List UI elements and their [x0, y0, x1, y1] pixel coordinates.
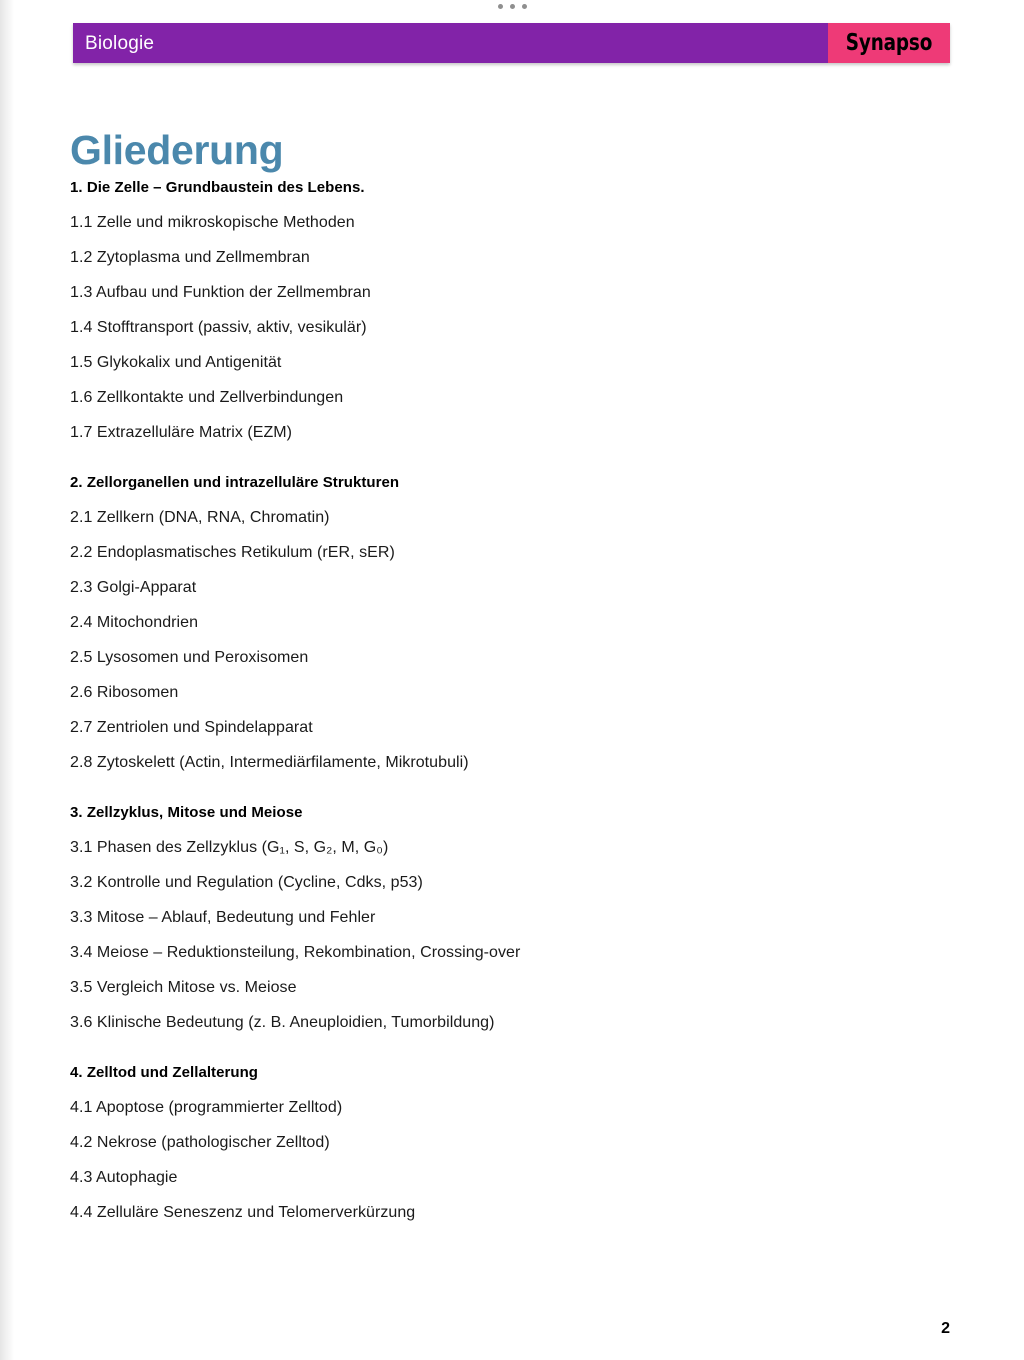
outline-item: 2.7 Zentriolen und Spindelapparat [70, 719, 313, 736]
outline-item: 2.2 Endoplasmatisches Retikulum (rER, sER) [70, 544, 395, 561]
outline-section [70, 180, 950, 441]
outline-item: 4.4 Zelluläre Seneszenz und Telomerverkürzung [70, 1204, 416, 1221]
outline-section-heading: 3. Zellzyklus, Mitose und Meiose [70, 804, 303, 821]
outline-item: 3.1 Phasen des Zellzyklus (G₁, S, G₂, M, G₀) [70, 839, 389, 856]
handle-dot-icon [498, 4, 503, 9]
outline-item: 1.5 Glykokalix und Antigenität [70, 354, 282, 371]
header-subject-label: Biologie [85, 32, 155, 54]
outline-item: 1.6 Zellkontakte und Zellverbindungen [70, 389, 344, 406]
header-subject-block [73, 23, 828, 63]
handle-dot-icon [510, 4, 515, 9]
outline-section [70, 805, 950, 1031]
outline-section-heading: 1. Die Zelle – Grundbaustein des Lebens. [70, 179, 365, 196]
document-header-bar [73, 23, 950, 63]
outline-item: 1.7 Extrazelluläre Matrix (EZM) [70, 424, 293, 441]
window-drag-handle[interactable] [0, 4, 1024, 9]
handle-dot-icon [522, 4, 527, 9]
outline-item: 3.6 Klinische Bedeutung (z. B. Aneuploidien, Tumorbildung) [70, 1014, 495, 1031]
outline-item: 1.2 Zytoplasma und Zellmembran [70, 249, 310, 266]
outline-section [70, 475, 950, 771]
outline-list [70, 180, 950, 1221]
outline-item: 2.6 Ribosomen [70, 684, 179, 701]
brand-logo-label: Synapso [845, 29, 933, 56]
outline-item: 2.8 Zytoskelett (Actin, Intermediärfilamente, Mikrotubuli) [70, 754, 469, 771]
outline-item: 3.2 Kontrolle und Regulation (Cycline, Cdks, p53) [70, 874, 423, 891]
outline-item: 4.2 Nekrose (pathologischer Zelltod) [70, 1134, 330, 1151]
outline-section-heading: 4. Zelltod und Zellalterung [70, 1064, 259, 1081]
outline-section-heading: 2. Zellorganellen und intrazelluläre Strukturen [70, 474, 400, 491]
page-number: 2 [941, 1320, 950, 1337]
header-brand-block [828, 23, 950, 63]
outline-item: 2.1 Zellkern (DNA, RNA, Chromatin) [70, 509, 330, 526]
outline-item: 4.3 Autophagie [70, 1169, 178, 1186]
outline-item: 2.5 Lysosomen und Peroxisomen [70, 649, 309, 666]
outline-item: 2.4 Mitochondrien [70, 614, 199, 631]
outline-item: 1.4 Stofftransport (passiv, aktiv, vesikulär) [70, 319, 367, 336]
outline-item: 3.5 Vergleich Mitose vs. Meiose [70, 979, 297, 996]
page-left-edge-shadow [0, 0, 14, 1360]
outline-section [70, 1065, 950, 1221]
outline-item: 4.1 Apoptose (programmierter Zelltod) [70, 1099, 343, 1116]
outline-item: 1.1 Zelle und mikroskopische Methoden [70, 214, 355, 231]
outline-item: 3.3 Mitose – Ablauf, Bedeutung und Fehler [70, 909, 376, 926]
outline-item: 2.3 Golgi-Apparat [70, 579, 197, 596]
outline-item: 1.3 Aufbau und Funktion der Zellmembran [70, 284, 371, 301]
page-title: Gliederung [70, 127, 284, 174]
outline-item: 3.4 Meiose – Reduktionsteilung, Rekombination, Crossing-over [70, 944, 521, 961]
